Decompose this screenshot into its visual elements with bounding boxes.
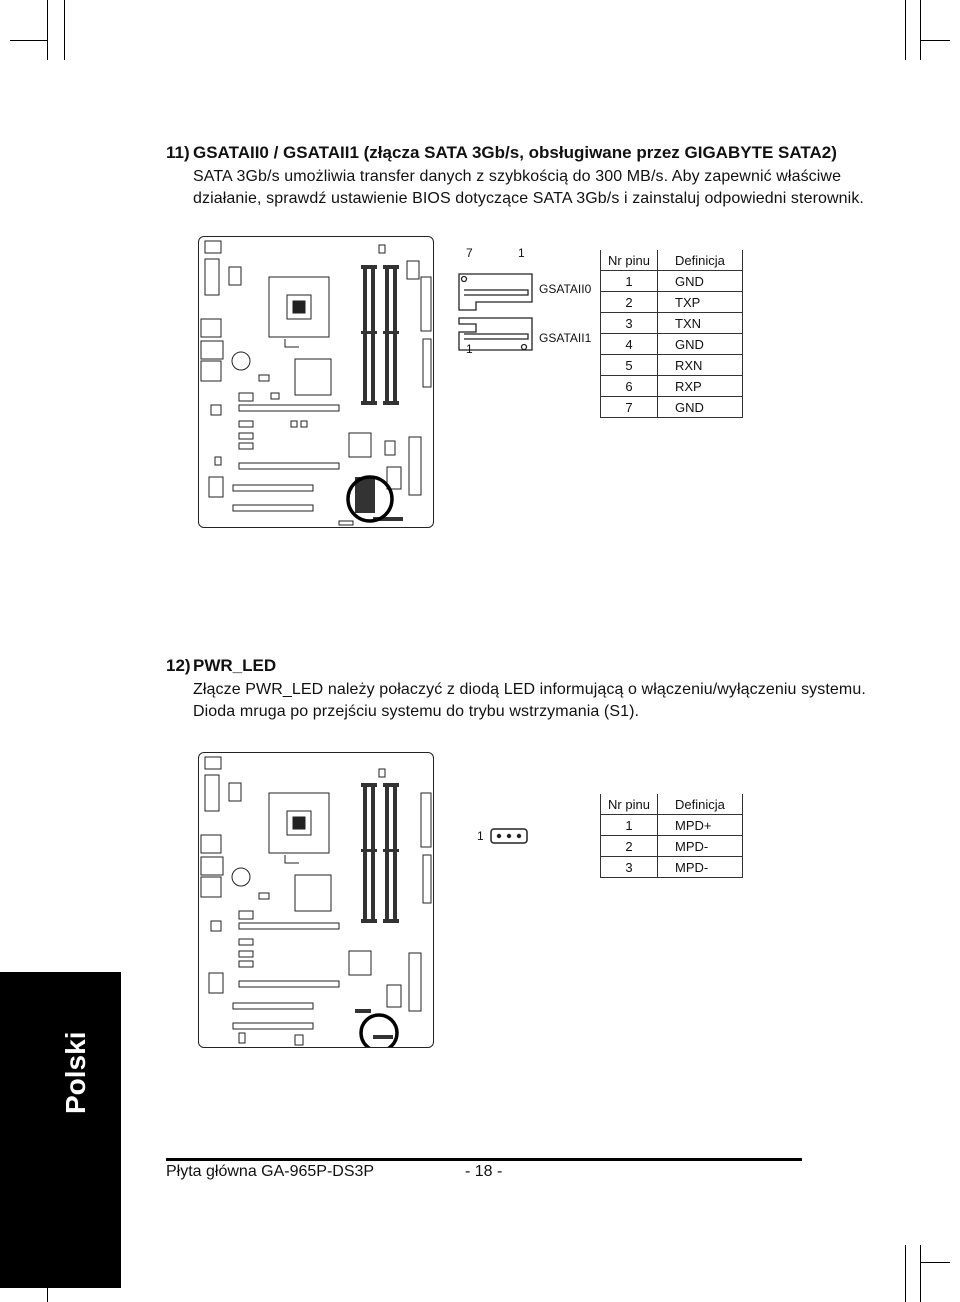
crop-mark — [905, 1245, 906, 1302]
crop-mark — [905, 0, 906, 60]
footer-rule — [166, 1158, 802, 1161]
table-header-cell: Nr pinu — [601, 250, 658, 271]
crop-mark — [920, 0, 921, 60]
table-header-cell: Definicja — [658, 250, 743, 271]
section-title: GSATAII0 / GSATAII1 (złącza SATA 3Gb/s, obsługiwane przez GIGABYTE SATA2) — [193, 143, 837, 162]
table-header-row — [601, 794, 743, 815]
section-12-heading — [166, 656, 276, 676]
pin-definition-table — [600, 794, 743, 878]
pin-definition-cell: GND — [658, 271, 743, 292]
pin-number-cell: 7 — [601, 397, 658, 418]
section-title: PWR_LED — [193, 656, 277, 675]
crop-mark — [64, 0, 65, 60]
table-row — [601, 292, 743, 313]
pin-definition-cell: MPD+ — [658, 815, 743, 836]
crop-mark — [920, 1245, 921, 1302]
table-row — [601, 397, 743, 418]
pin-number-cell: 3 — [601, 313, 658, 334]
pin-definition-cell: TXN — [658, 313, 743, 334]
page-number: - 18 - — [465, 1163, 503, 1180]
pin-definition-cell: RXN — [658, 355, 743, 376]
crop-mark — [10, 40, 48, 41]
crop-mark — [920, 40, 950, 41]
table-header-cell: Nr pinu — [601, 794, 658, 815]
footer-product: Płyta główna GA-965P-DS3P — [166, 1163, 375, 1180]
pin-number-cell: 1 — [601, 271, 658, 292]
motherboard-diagram — [198, 236, 434, 528]
pin-definition-cell: TXP — [658, 292, 743, 313]
pin-number-cell: 1 — [601, 815, 658, 836]
table-row — [601, 271, 743, 292]
pin-label: 1 — [466, 342, 473, 356]
connector-label-gsataii0: GSATAII0 — [539, 282, 592, 296]
pin-definition-cell: RXP — [658, 376, 743, 397]
pin-label: 1 — [518, 246, 525, 260]
motherboard-layout-icon — [199, 237, 433, 527]
table-row — [601, 355, 743, 376]
table-row — [601, 857, 743, 878]
motherboard-diagram — [198, 752, 434, 1048]
pin-number-cell: 2 — [601, 292, 658, 313]
pin-definition-cell: MPD- — [658, 836, 743, 857]
language-label: Polski — [60, 1031, 91, 1114]
pin-definition-cell: MPD- — [658, 857, 743, 878]
table-header-cell: Definicja — [658, 794, 743, 815]
section-11-heading — [166, 143, 837, 163]
connector-label-gsataii1: GSATAII1 — [539, 331, 592, 345]
pin-definition-cell: GND — [658, 397, 743, 418]
motherboard-layout-icon — [199, 753, 433, 1047]
section-11-line: SATA 3Gb/s umożliwia transfer danych z szybkością do 300 MB/s. Aby zapewnić właściwe — [193, 168, 842, 185]
pwr-led-header-icon — [490, 828, 528, 844]
section-11-line: działanie, sprawdź ustawienie BIOS dotyczące SATA 3Gb/s i zainstaluj odpowiedni sterownik. — [193, 190, 864, 207]
section-12-line: Złącze PWR_LED należy połaczyć z diodą LED informującą o włączeniu/wyłączeniu systemu. — [193, 681, 866, 698]
table-row — [601, 815, 743, 836]
table-row — [601, 836, 743, 857]
pin-number-cell: 3 — [601, 857, 658, 878]
pin-definition-table — [600, 250, 743, 418]
crop-mark — [920, 1262, 950, 1263]
section-12-line: Dioda mruga po przejściu systemu do trybu wstrzymania (S1). — [193, 703, 640, 720]
table-row — [601, 376, 743, 397]
section-number: 11) — [166, 143, 190, 162]
section-number: 12) — [166, 656, 191, 675]
pin-number-cell: 5 — [601, 355, 658, 376]
table-header-row — [601, 250, 743, 271]
pin-definition-cell: GND — [658, 334, 743, 355]
table-row — [601, 334, 743, 355]
pin-label: 7 — [466, 246, 473, 260]
pin-label: 1 — [477, 829, 484, 843]
pin-number-cell: 6 — [601, 376, 658, 397]
pin-number-cell: 2 — [601, 836, 658, 857]
pin-number-cell: 4 — [601, 334, 658, 355]
table-row — [601, 313, 743, 334]
crop-mark — [47, 0, 48, 60]
language-tab — [0, 972, 121, 1288]
